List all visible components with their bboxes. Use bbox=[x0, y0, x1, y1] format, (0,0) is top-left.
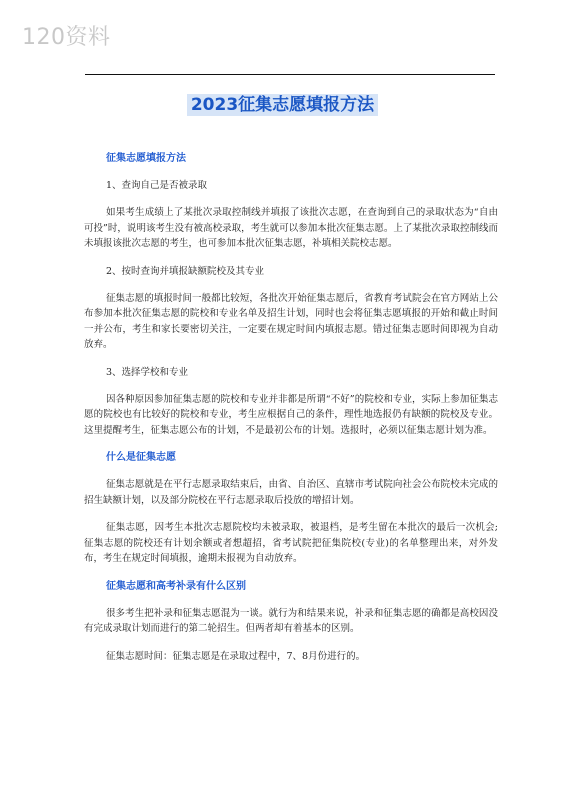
paragraph: 因各种原因参加征集志愿的院校和专业并非都是所谓“不好”的院校和专业，实际上参加征集志愿的院校也有比较好的院校和专业，考生应根据自己的条件，理性地选报仍有缺额的院校及专业。这里提醒考生，征集志愿公布的计划，不是最初公布的计划。选报时，必须以征集志愿计划为准。 bbox=[84, 393, 498, 436]
paragraph: 征集志愿，因考生本批次志愿院校均未被录取，被退档，是考生留在本批次的最后一次机会;征集志愿的院校还有计划余额或者想超招，省考试院把征集院校(专业)的名单整理出来，对外发布，考生在规定时间填报，逾期未报视为自动放弃。 bbox=[84, 522, 498, 564]
document-title: 2023征集志愿填报方法 bbox=[187, 94, 378, 116]
subheading: 1、查询自己是否被录取 bbox=[106, 180, 208, 191]
subheading: 3、选择学校和专业 bbox=[106, 366, 189, 378]
paragraph: 征集志愿的填报时间一般都比较短，各批次开始征集志愿后，省教育考试院会在官方网站上公布参加本批次征集志愿的院校和专业名单及招生计划，同时也会将征集志愿填报的开始和截止时间一并公布，考生和家长要密切关注，一定要在规定时间内填报志愿。错过征集志愿时间即视为自动放弃。 bbox=[84, 292, 498, 350]
document-body bbox=[84, 151, 498, 676]
header-divider bbox=[85, 74, 495, 75]
paragraph: 如果考生成绩上了某批次录取控制线并填报了该批次志愿，在查询到自己的录取状态为“自由可投”时，说明该考生没有被高校录取，考生就可以参加本批次征集志愿。上了某批次录取控制线而未填报该批次志愿的考生，也可参加本批次征集志愿，补填相关院校志愿。 bbox=[84, 207, 498, 249]
title-container bbox=[0, 94, 565, 116]
paragraph: 征集志愿就是在平行志愿录取结束后，由省、自治区、直辖市考试院向社会公布院校未完成的招生缺额计划，以及部分院校在平行志愿录取后投放的增招计划。 bbox=[84, 479, 498, 506]
section-heading: 征集志愿填报方法 bbox=[106, 153, 186, 164]
watermark-logo: 120资料 bbox=[22, 25, 111, 50]
paragraph: 很多考生把补录和征集志愿混为一谈。就行为和结果来说，补录和征集志愿的确都是高校因没有完成录取计划而进行的第二轮招生。但两者却有着基本的区别。 bbox=[84, 607, 498, 634]
section-heading: 征集志愿和高考补录有什么区别 bbox=[106, 580, 246, 592]
section-heading: 什么是征集志愿 bbox=[106, 452, 176, 463]
paragraph: 征集志愿时间：征集志愿是在录取过程中，7、8月份进行的。 bbox=[106, 650, 366, 662]
subheading: 2、按时查询并填报缺额院校及其专业 bbox=[106, 265, 265, 277]
